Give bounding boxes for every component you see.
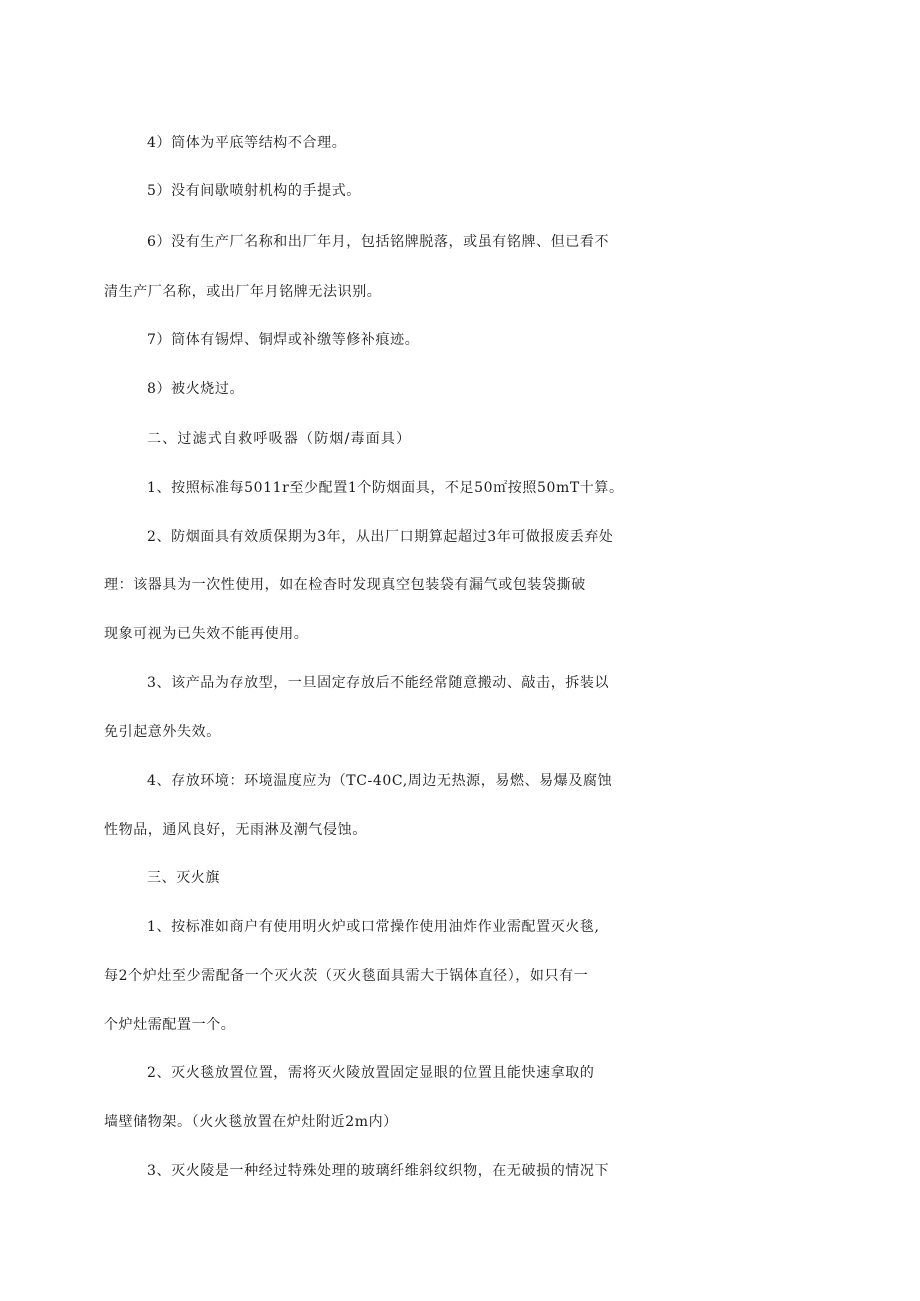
list-item-6: 6）没有生产厂名称和出厂年月，包括铭牌脱落，或虽有铭牌、但已看不 [147,234,610,250]
paragraph-3-1-continued: 个炉灶需配置一个。 [104,1017,236,1033]
paragraph-2-3: 3、该产品为存放型，一旦固定存放后不能经常随意搬动、敲击，拆装以 [147,675,610,691]
paragraph-2-2: 2、防烟面具有效质保期为3年，从出厂口期算起超过3年可做报废丢弃处 [147,529,614,545]
paragraph-2-3-continued: 免引起意外失效。 [104,724,221,740]
list-item-7: 7）筒体有锡焊、铜焊或补缴等修补痕迹。 [147,332,420,348]
list-item-4: 4）筒体为平底等结构不合理。 [147,135,347,151]
paragraph-3-1: 1、按标准如商户有使用明火炉或口常操作使用油炸作业需配置灭火毯, [147,919,600,935]
paragraph-2-2-continued: 理：该器具为一次性使用，如在检杳时发现真空包装袋有漏气或包装袋撕破 [104,577,586,593]
list-item-8: 8）被火烧过。 [147,381,245,397]
paragraph-3-3: 3、灭火陵是一种经过特殊处理的玻璃纤维斜纹织物，在无破损的情况下 [147,1163,610,1179]
paragraph-3-2: 2、灭火毯放置位置，需将灭火陵放置固定显眼的位置且能快速拿取的 [147,1065,595,1081]
section-heading-2: 二、过滤式自救呼吸器（防烟/毒面具） [147,431,412,447]
list-item-5: 5）没有间歇喷射机构的手提式。 [147,183,361,199]
paragraph-2-2-continued: 现象可视为已失效不能再使用。 [104,626,309,642]
paragraph-3-1-continued: 每2个炉灶至少需配备一个灭火茨（灭火毯面具需大于锅体直径），如只有一 [104,968,589,984]
paragraph-2-1: 1、按照标准每5011r至少配置1个防烟面具，不足50㎡按照50mT十算。 [147,480,624,496]
list-item-6-continued: 清生产厂名称，或出厂年月铭牌无法识别。 [104,284,382,300]
paragraph-2-4-continued: 性物品，通风良好，无雨淋及潮气侵蚀。 [104,822,367,838]
paragraph-2-4: 4、存放环境：环境温度应为（TC-40C,周边无热源，易燃、易爆及腐蚀 [147,773,613,789]
paragraph-3-2-continued: 墙壁储物架。（火火毯放置在炉灶附近2m内） [104,1114,398,1130]
section-heading-3: 三、灭火旗 [147,870,220,886]
